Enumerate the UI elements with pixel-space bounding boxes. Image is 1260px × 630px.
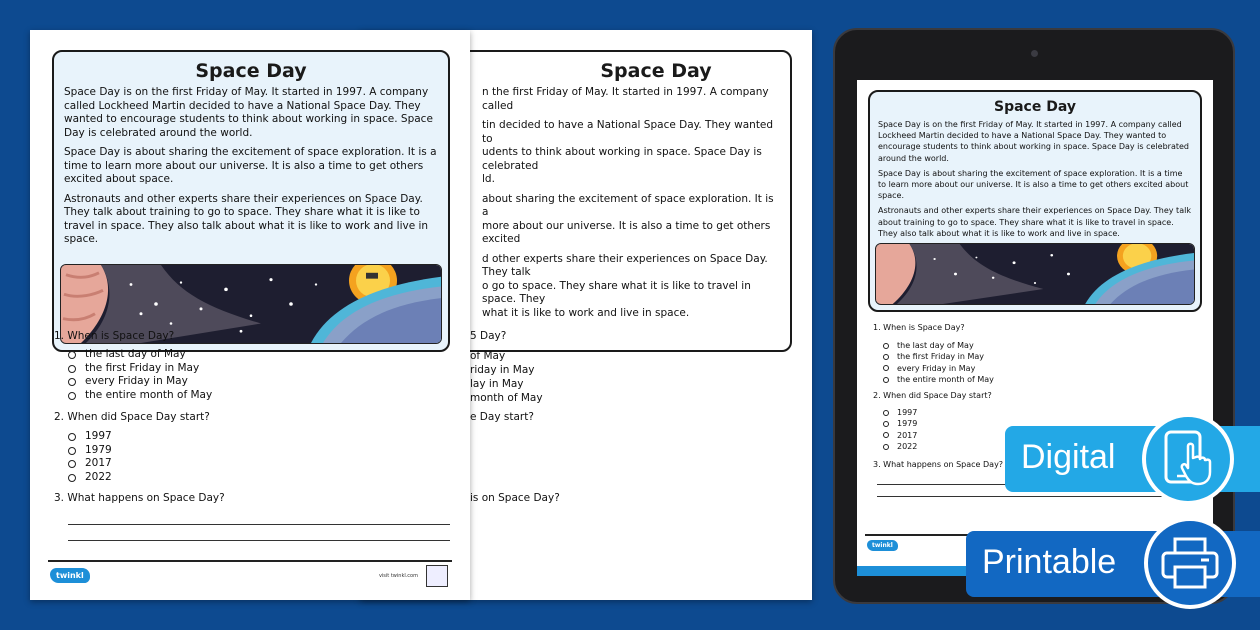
answer-line[interactable] — [68, 540, 450, 541]
answer-option[interactable]: the last day of May — [68, 348, 212, 362]
passage-line: more about our universe. It is also a time to get others excited — [482, 219, 771, 245]
passage-line: about sharing the excitement of space exploration. It is a — [482, 192, 774, 218]
question-2-options — [68, 430, 112, 485]
radio-button[interactable] — [68, 351, 76, 359]
answer-option[interactable]: 2017 — [883, 430, 917, 441]
radio-button[interactable] — [883, 343, 889, 349]
partial-question-text: riday in May — [470, 364, 535, 376]
reading-passage-box — [868, 90, 1202, 312]
answer-option[interactable]: 1997 — [68, 430, 112, 444]
partial-question-text: is on Space Day? — [470, 492, 560, 504]
passage-line: ld. — [482, 173, 495, 185]
answer-option[interactable]: the last day of May — [883, 340, 994, 351]
answer-line[interactable] — [877, 496, 1201, 497]
radio-button[interactable] — [883, 365, 889, 371]
passage-line: what it is like to work and live in space. — [482, 306, 690, 319]
tablet-screen — [857, 80, 1213, 576]
digital-label: Digital — [1021, 438, 1116, 476]
reading-passage-box — [52, 50, 450, 352]
question-1: 1. When is Space Day? — [54, 330, 175, 342]
partial-question-text: month of May — [470, 392, 543, 404]
radio-button[interactable] — [68, 433, 76, 441]
question-3: 3. What happens on Space Day? — [54, 492, 225, 504]
partial-question-text: 5 Day? — [470, 330, 507, 342]
answer-line[interactable] — [68, 524, 450, 525]
radio-button[interactable] — [68, 365, 76, 373]
radio-button[interactable] — [883, 444, 889, 450]
passage-line: tin decided to have a National Space Day. They wanted to — [482, 119, 774, 145]
space-illustration — [875, 243, 1195, 305]
printable-worksheet-front — [30, 30, 470, 600]
passage-line: o go to space. They share what it is like to travel in space. They — [482, 279, 751, 305]
footer-url: visit twinkl.com — [378, 573, 418, 579]
tablet-device — [833, 28, 1235, 604]
radio-button[interactable] — [68, 474, 76, 482]
answer-option[interactable]: every Friday in May — [68, 375, 212, 389]
worksheet-title: Space Day — [994, 99, 1076, 115]
partial-question-text: e Day start? — [470, 411, 534, 423]
question-3: 3. What happens on Space Day? — [873, 460, 1004, 469]
worksheet-title: Space Day — [195, 60, 307, 82]
answer-option[interactable]: the entire month of May — [883, 374, 994, 385]
tablet-touch-icon — [1142, 413, 1234, 505]
twinkl-logo: twinkl — [867, 540, 898, 551]
radio-button[interactable] — [883, 432, 889, 438]
answer-option[interactable]: 1979 — [883, 418, 917, 429]
quality-badge-icon — [426, 565, 448, 587]
answer-option[interactable]: 2017 — [68, 457, 112, 471]
answer-option[interactable]: the entire month of May — [68, 389, 212, 403]
answer-option[interactable]: 2022 — [68, 471, 112, 485]
question-2: 2. When did Space Day start? — [873, 391, 992, 400]
answer-option[interactable]: every Friday in May — [883, 363, 994, 374]
passage-line: n the first Friday of May. It started in 1997. A company called — [482, 86, 769, 112]
passage-paragraph: Space Day is on the first Friday of May. It started in 1997. A company called Lockheed Martin decided to have a National Space Day. They wanted to encourage students to think about working in space. Space Day is celebrated around the world. — [64, 86, 433, 139]
worksheet-title: Space Day — [600, 60, 712, 82]
camera-icon — [1031, 50, 1038, 57]
answer-option[interactable]: the first Friday in May — [883, 351, 994, 362]
printable-label: Printable — [982, 543, 1117, 581]
passage-line: d other experts share their experiences on Space Day. They talk — [482, 252, 768, 278]
radio-button[interactable] — [883, 410, 889, 416]
printer-icon — [1144, 517, 1236, 609]
question-2: 2. When did Space Day start? — [54, 411, 210, 423]
passage-paragraph: Astronauts and other experts share their experiences on Space Day. They talk about training to go to space. They share what it is like to travel in space. They also talk about what it is like to work and live in space. — [64, 192, 429, 245]
answer-option[interactable]: 1997 — [883, 407, 917, 418]
passage-line: udents to think about working in space. Space Day is celebrated — [482, 146, 762, 172]
partial-question-text: lay in May — [470, 378, 524, 390]
radio-button[interactable] — [883, 377, 889, 383]
answer-option[interactable]: the first Friday in May — [68, 362, 212, 376]
radio-button[interactable] — [68, 460, 76, 468]
passage-paragraph: Space Day is about sharing the excitement of space exploration. It is a time to learn more about our universe. It is also a time to get others excited about space. — [64, 146, 437, 185]
radio-button[interactable] — [68, 447, 76, 455]
answer-option[interactable]: 2022 — [883, 441, 917, 452]
question-2-options — [883, 407, 917, 452]
partial-question-text: of May — [470, 350, 506, 362]
question-1: 1. When is Space Day? — [873, 323, 965, 332]
answer-option[interactable]: 1979 — [68, 444, 112, 458]
worksheet-footer — [48, 560, 452, 590]
radio-button[interactable] — [68, 392, 76, 400]
question-1-options — [883, 340, 994, 385]
passage-paragraph: Space Day is on the first Friday of May. It started in 1997. A company called Lockheed Martin decided to have a National Space Day. They wanted to encourage students to think about working in space. Space Day is celebrated around the world. — [878, 120, 1189, 163]
radio-button[interactable] — [883, 421, 889, 427]
radio-button[interactable] — [68, 378, 76, 386]
radio-button[interactable] — [883, 354, 889, 360]
twinkl-logo: twinkl — [50, 568, 90, 583]
passage-paragraph: Space Day is about sharing the excitement of space exploration. It is a time to learn more about our universe. It is also a time to get others excited about space. — [878, 168, 1189, 201]
question-1-options — [68, 348, 212, 403]
passage-paragraph: Astronauts and other experts share their experiences on Space Day. They talk about training to go to space. They share what it is like to travel in space. They also talk about what it is like to work and live in space. — [878, 206, 1191, 238]
